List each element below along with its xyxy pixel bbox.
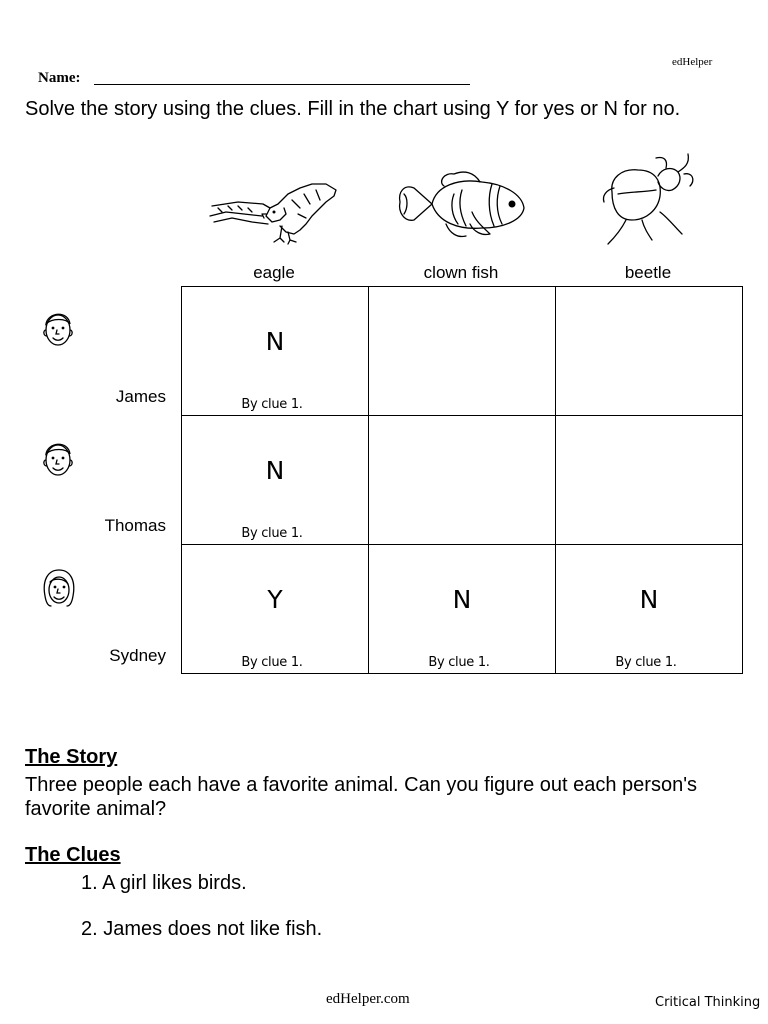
column-header-beetle: beetle (624, 263, 672, 282)
grid-cell[interactable] (556, 545, 743, 674)
boy-face-icon (40, 436, 76, 480)
grid-cell[interactable] (556, 287, 743, 416)
grid-cell[interactable] (182, 545, 369, 674)
girl-face-icon (40, 566, 78, 610)
beetle-icon (598, 148, 698, 248)
cell-reason: By clue 1. (241, 526, 303, 541)
logic-grid (181, 286, 743, 674)
grid-cell[interactable] (182, 287, 369, 416)
clues-heading: The Clues (25, 844, 121, 866)
story-heading: The Story (25, 746, 118, 768)
row-label-sydney: Sydney (109, 646, 166, 665)
name-line[interactable] (94, 84, 470, 85)
clown-fish-icon (396, 164, 530, 244)
cell-mark: N (639, 585, 659, 614)
grid-cell[interactable] (369, 545, 556, 674)
row-label-thomas: Thomas (104, 516, 166, 535)
column-header-clown-fish: clown fish (423, 263, 499, 282)
cell-reason: By clue 1. (241, 397, 303, 412)
grid-row-james (182, 287, 743, 416)
cell-reason: By clue 1. (241, 655, 303, 670)
cell-mark: N (265, 456, 285, 485)
instructions: Solve the story using the clues. Fill in the chart using Y for yes or N for no. (25, 98, 681, 120)
brand-label: edHelper (672, 56, 713, 68)
grid-row-sydney (182, 545, 743, 674)
row-label-james: James (115, 387, 166, 406)
column-header-eagle: eagle (253, 263, 295, 282)
clue-item: 2. James does not like fish. (81, 918, 323, 940)
cell-reason: By clue 1. (615, 655, 677, 670)
grid-row-thomas (182, 416, 743, 545)
cell-mark: N (265, 327, 285, 356)
grid-cell[interactable] (182, 416, 369, 545)
name-label: Name: (38, 70, 81, 86)
eagle-icon (208, 178, 342, 248)
grid-cell[interactable] (369, 416, 556, 545)
story-text: Three people each have a favorite animal. Can you figure out each person's favorite animal? (25, 774, 698, 820)
cell-reason: By clue 1. (428, 655, 490, 670)
grid-cell[interactable] (369, 287, 556, 416)
grid-cell[interactable] (556, 416, 743, 545)
footer-site: edHelper.com (326, 991, 410, 1007)
boy-face-icon (40, 306, 76, 350)
footer-category: Critical Thinking (655, 995, 761, 1010)
cell-mark: Y (267, 585, 283, 614)
clue-item: 1. A girl likes birds. (81, 872, 247, 894)
cell-mark: N (452, 585, 472, 614)
